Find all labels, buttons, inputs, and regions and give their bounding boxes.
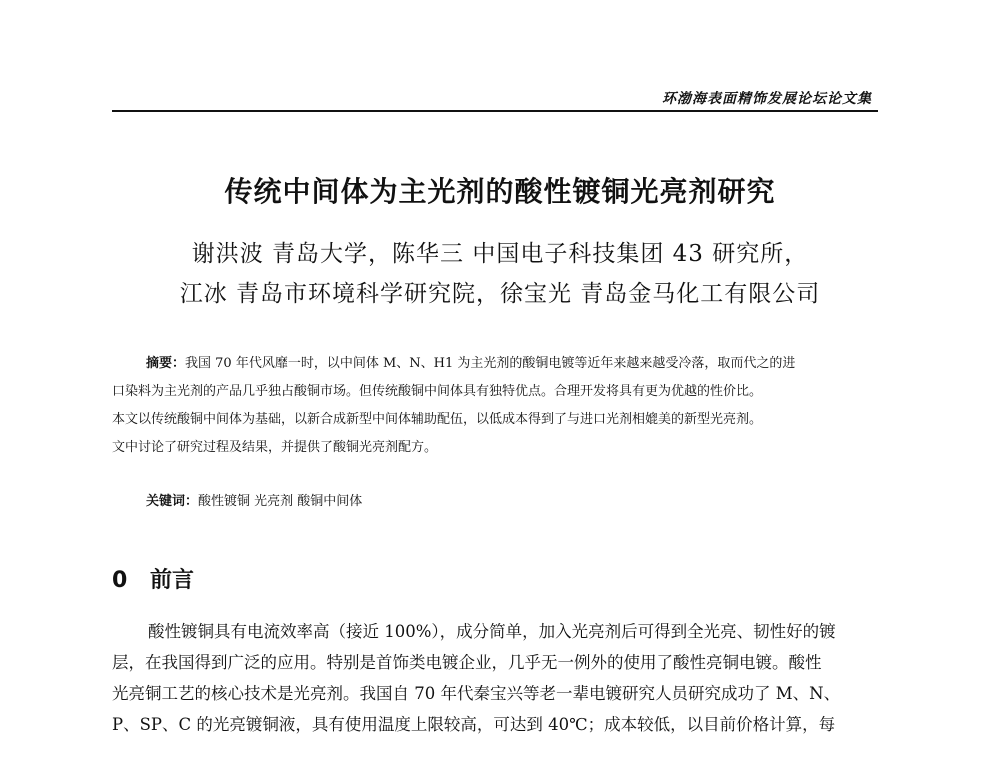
- authors-line-1: 谢洪波 青岛大学，陈华三 中国电子科技集团 43 研究所，: [191, 241, 809, 267]
- abstract: [112, 350, 878, 462]
- section-number: 0: [112, 568, 128, 593]
- running-header: 环渤海表面精饰发展论坛论文集: [662, 91, 872, 107]
- abstract-line-4: 文中讨论了研究过程及结果，并提供了酸铜光亮剂配方。: [112, 440, 438, 455]
- paper-title: 传统中间体为主光剂的酸性镀铜光亮剂研究: [224, 175, 776, 208]
- keywords-label: 关键词：: [146, 494, 199, 509]
- keywords: [146, 490, 362, 509]
- abstract-line-2: 口染料为主光剂的产品几乎独占酸铜市场。但传统酸铜中间体具有独特优点。合理开发将具有更为优越的性价比。: [112, 384, 763, 399]
- body-line-1: 酸性镀铜具有电流效率高（接近 100%），成分简单，加入光亮剂后可得到全光亮、韧性好的镀: [148, 622, 836, 641]
- abstract-text-1: 我国 70 年代风靡一时，以中间体 M、N、H1 为主光剂的酸铜电镀等近年来越来越受冷落，取而代之的进: [185, 356, 796, 371]
- abstract-line-1: [112, 350, 878, 378]
- section-heading: [112, 563, 194, 594]
- abstract-label: 摘要：: [146, 356, 186, 371]
- keywords-value: 酸性镀铜 光亮剂 酸铜中间体: [198, 494, 363, 509]
- body-text: [112, 616, 878, 740]
- section-title: 前言: [150, 568, 195, 593]
- authors-line-2: 江冰 青岛市环境科学研究院，徐宝光 青岛金马化工有限公司: [179, 281, 821, 307]
- header-rule: [112, 110, 878, 112]
- body-line-2: 层，在我国得到广泛的应用。特别是首饰类电镀企业，几乎无一例外的使用了酸性亮铜电镀。酸性: [112, 653, 822, 672]
- body-line-3: 光亮铜工艺的核心技术是光亮剂。我国自 70 年代秦宝兴等老一辈电镀研究人员研究成功了 M、N、: [112, 684, 841, 703]
- body-line-4: P、SP、C 的光亮镀铜液，具有使用温度上限较高，可达到 40℃；成本较低，以目前价格计算，每: [112, 715, 836, 734]
- abstract-line-3: 本文以传统酸铜中间体为基础，以新合成新型中间体辅助配伍，以低成本得到了与进口光剂相媲美的新型光亮剂。: [112, 412, 763, 427]
